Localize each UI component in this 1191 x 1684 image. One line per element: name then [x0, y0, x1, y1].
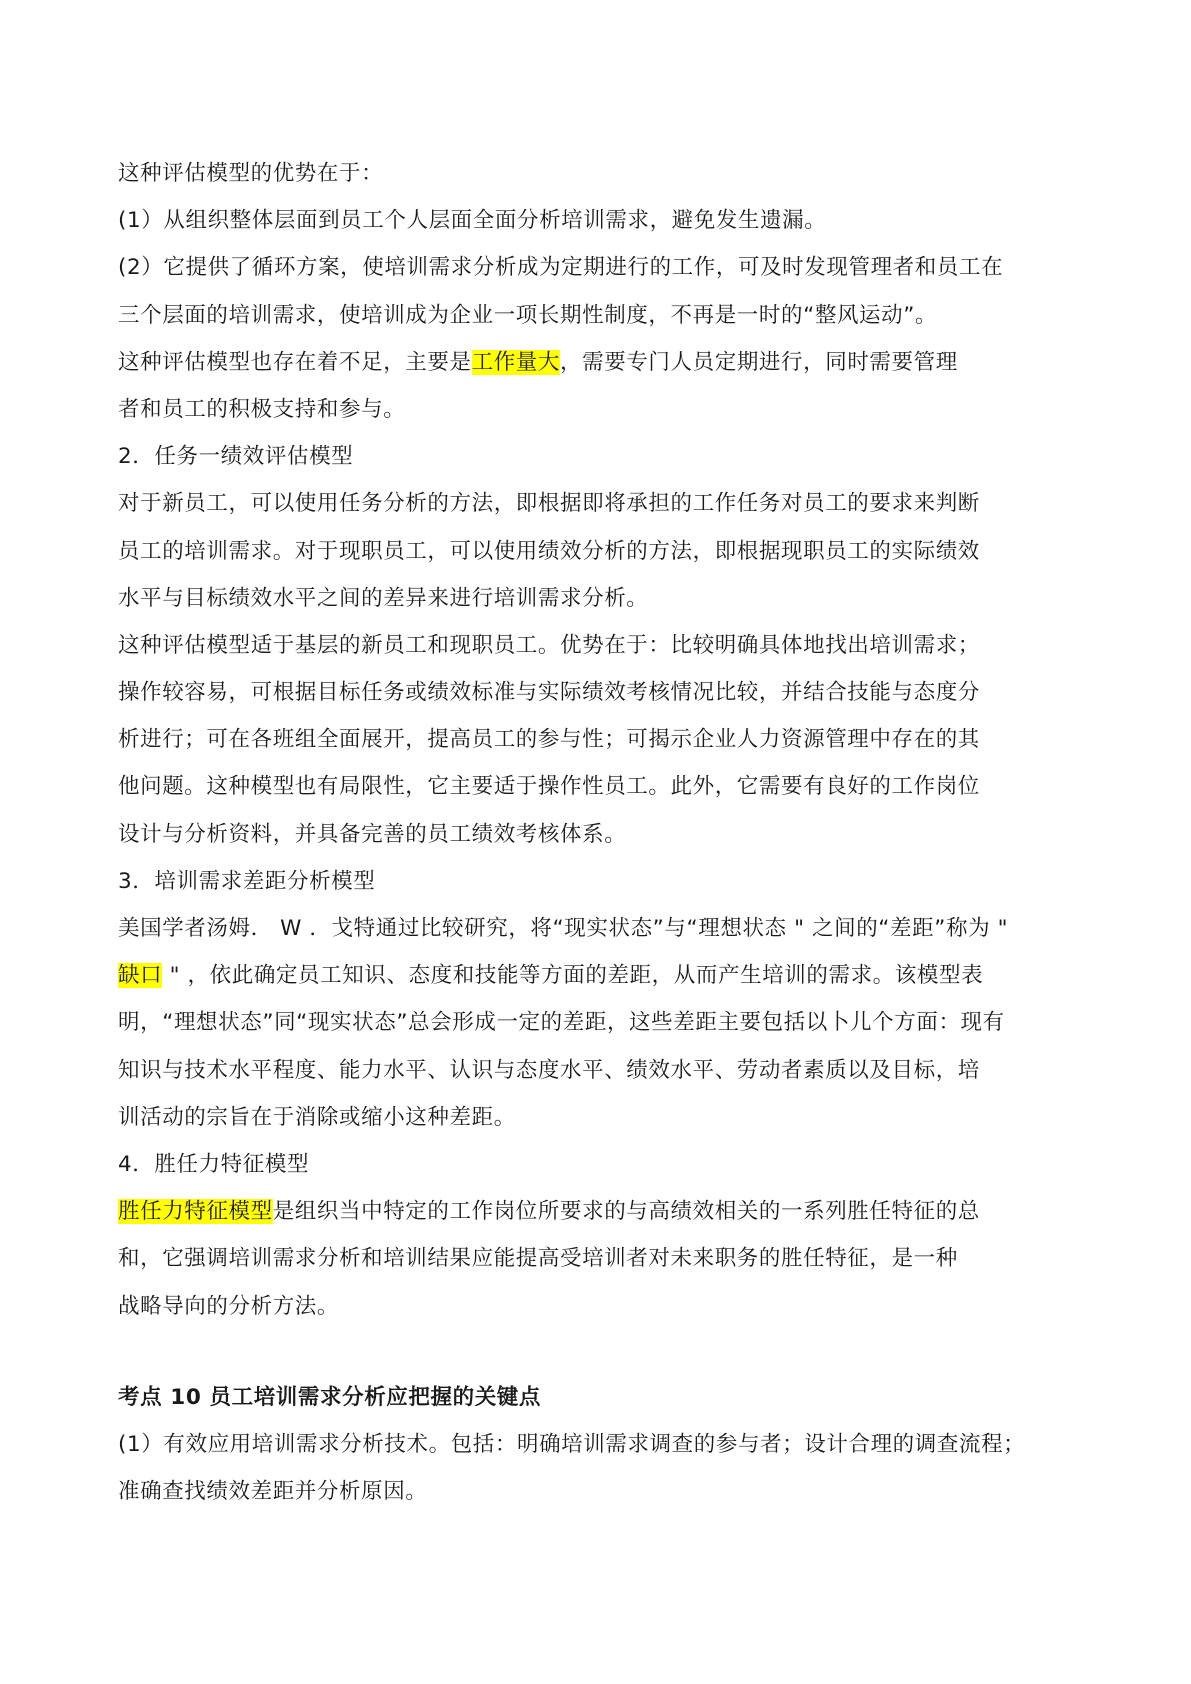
- paragraph: [118, 622, 1078, 858]
- paragraph: [118, 339, 1078, 433]
- text-run: 这种评估模型的优势在于：: [118, 161, 384, 186]
- text-run: 4．胜任力特征模型: [118, 1151, 310, 1177]
- text-line: [118, 150, 1078, 197]
- text-run: 美国学者汤姆． W ．戈特通过比较研究，将“现实状态”与“理想状态 " 之间的“差距”称为 ": [118, 916, 1009, 941]
- paragraph-gap: [118, 1330, 1078, 1374]
- text-run: 这种评估模型适于基层的新员工和现职员工。优势在于：比较明确具体地找出培训需求；: [118, 632, 980, 658]
- paragraph: [118, 197, 1078, 244]
- text-run: 是组织当中特定的工作岗位所要求的与高绩效相关的一系列胜任特征的总: [272, 1199, 980, 1225]
- text-line: [118, 763, 1078, 810]
- text-run: 2．任务一绩效评估模型: [118, 444, 354, 470]
- text-run: 操作较容易，可根据目标任务或绩效标准与实际绩效考核情况比较，并结合技能与态度分: [118, 680, 980, 706]
- text-run: (2）它提供了循环方案，使培训需求分析成为定期进行的工作，可及时发现管理者和员工在: [118, 255, 1004, 281]
- paragraph: [118, 1421, 1078, 1515]
- text-line: [118, 1421, 1078, 1468]
- text-run: (1）从组织整体层面到员工个人层面全面分析培训需求，避免发生遗漏。: [118, 208, 827, 234]
- text-line: [118, 669, 1078, 716]
- text-run: 明，“理想状态”同“现实状态”总会形成一定的差距，这些差距主要包括以卜儿个方面：现有: [118, 1010, 1005, 1036]
- text-run: 水平与目标绩效水平之间的差异来进行培训需求分析。: [118, 585, 649, 611]
- text-run: 这种评估模型也存在着不足，主要是: [118, 349, 472, 375]
- paragraph: [118, 1188, 1078, 1330]
- text-line: [118, 622, 1078, 669]
- document-body: [118, 150, 1078, 1515]
- text-run: 他问题。这种模型也有局限性，它主要适于操作性员工。此外，它需要有良好的工作岗位: [118, 774, 980, 800]
- text-line: [118, 339, 1078, 386]
- text-line: [118, 1094, 1078, 1141]
- text-line: [118, 433, 1078, 480]
- text-line: [118, 480, 1078, 527]
- text-line: [118, 1047, 1078, 1094]
- text-run: 者和员工的积极支持和参与。: [118, 396, 406, 422]
- text-run: 设计与分析资料，并具备完善的员工绩效考核体系。: [118, 821, 627, 847]
- paragraph: [118, 1141, 1078, 1188]
- text-run: 知识与技术水平程度、能力水平、认识与态度水平、绩效水平、劳动者素质以及目标，培: [118, 1057, 980, 1083]
- text-run: 准确查找绩效差距并分析原因。: [118, 1479, 428, 1505]
- text-line: [118, 292, 1078, 339]
- paragraph: [118, 150, 1078, 197]
- highlighted-text: 工作量大: [471, 349, 561, 375]
- text-line: [118, 1283, 1078, 1330]
- text-line: [118, 999, 1078, 1046]
- text-run: ，需要专门人员定期进行，同时需要管理: [560, 349, 958, 375]
- text-run: 员工的培训需求。对于现职员工，可以使用绩效分析的方法，即根据现职员工的实际绩效: [118, 538, 980, 564]
- paragraph: [118, 905, 1078, 1141]
- text-line: [118, 1235, 1078, 1282]
- text-run: 析进行；可在各班组全面展开，提高员工的参与性；可揭示企业人力资源管理中存在的其: [118, 727, 980, 753]
- text-line: [118, 197, 1078, 244]
- text-line: [118, 1468, 1078, 1515]
- text-line: [118, 575, 1078, 622]
- paragraph: [118, 433, 1078, 480]
- paragraph: [118, 480, 1078, 622]
- text-run: (1）有效应用培训需求分析技术。包括：明确培训需求调查的参与者；设计合理的调查流程；: [118, 1431, 1026, 1457]
- highlighted-text: 缺口: [118, 963, 163, 989]
- text-run: 战略导向的分析方法。: [118, 1293, 340, 1319]
- paragraph: [118, 858, 1078, 905]
- text-line: [118, 1374, 1078, 1421]
- text-line: [118, 1188, 1078, 1235]
- text-line: [118, 858, 1078, 905]
- text-run: 三个层面的培训需求，使培训成为企业一项长期性制度，不再是一时的“整风运动”。: [118, 302, 938, 328]
- highlighted-text: 胜任力特征模型: [118, 1199, 273, 1225]
- text-run: 训活动的宗旨在于消除或缩小这种差距。: [118, 1104, 516, 1130]
- paragraph: [118, 244, 1078, 338]
- text-line: [118, 244, 1078, 291]
- text-line: [118, 905, 1078, 952]
- text-run: 对于新员工，可以使用任务分析的方法，即根据即将承担的工作任务对员工的要求来判断: [118, 491, 980, 517]
- text-line: [118, 528, 1078, 575]
- text-line: [118, 716, 1078, 763]
- text-line: [118, 952, 1078, 999]
- text-line: [118, 811, 1078, 858]
- text-run: " ，依此确定员工知识、态度和技能等方面的差距，从而产生培训的需求。该模型表: [162, 963, 984, 989]
- text-line: [118, 1141, 1078, 1188]
- text-run: 3．培训需求差距分析模型: [118, 868, 376, 894]
- text-run: 考点 10 员工培训需求分析应把握的关键点: [118, 1384, 541, 1410]
- text-run: 和，它强调培训需求分析和培训结果应能提高受培训者对未来职务的胜任特征，是一种: [118, 1246, 958, 1272]
- text-line: [118, 386, 1078, 433]
- section-heading: [118, 1374, 1078, 1421]
